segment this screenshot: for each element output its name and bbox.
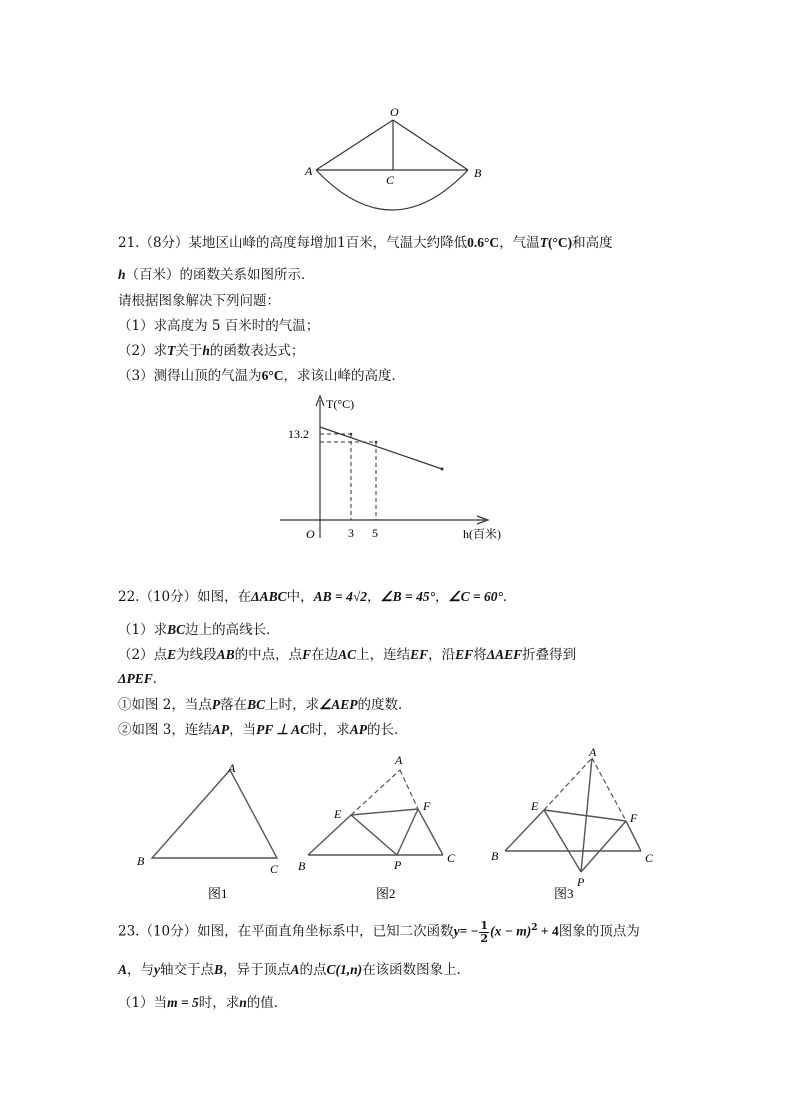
text: 的值． [246,995,288,1011]
text: 和高度 [572,235,613,251]
text: （1）当 [118,995,168,1011]
math: ∠B = 45° [380,589,435,604]
triangle-abc [152,770,277,858]
math: °C [268,368,284,383]
text: 中， [286,589,314,605]
text: 的度数． [357,697,412,713]
math: y [453,923,460,939]
q21-line1 [118,234,613,252]
text: 为线段 [176,647,217,663]
segment-fp [397,809,418,855]
math: y [154,962,161,977]
figure-1 [130,755,290,905]
fraction-denominator: 2 [480,931,489,945]
text: （2）点 [118,647,168,663]
q22-line1 [118,588,516,606]
math: h [118,267,126,282]
origin-label: O [306,527,315,541]
graph-temperature-height [270,390,510,550]
text: ，沿 [428,647,456,663]
text: 上，连结 [356,647,411,663]
q23-line2 [118,961,470,979]
math: 0.6 [467,235,485,250]
math: PF ⊥ AC [256,722,310,737]
text: （3）测得山顶的气温为 [118,368,262,384]
dashed-af [400,770,418,809]
fig2-label-p: P [394,858,402,872]
segment-ep [351,815,397,855]
segment-be [505,810,544,851]
math: + 4 [537,923,559,939]
end-point [441,468,444,471]
fraction [479,920,489,945]
math: AP [349,722,367,737]
segment-oa [316,120,393,170]
text: ②如图 3，连结 [118,722,212,738]
math: T [539,235,548,250]
fig1-label-c: C [270,862,279,876]
math: AB = 4√2 [313,589,368,604]
fig3-label-b: B [491,849,499,863]
text: 边上的高线长． [185,622,280,638]
text: 百米，气温大约降低 [345,235,468,251]
fig1-label-a: A [228,761,236,775]
text: （1）求 [118,622,168,638]
text: 23.（10分）如图，在平面直角坐标系中，已知二次函数 [118,923,454,940]
text: 在该函数图象上． [362,962,471,978]
text: 在边 [311,647,339,663]
dashed-af [592,758,626,821]
math: BC [247,697,266,712]
figure-3 [488,742,658,905]
math: B [214,962,224,977]
text: ． [502,589,517,605]
label-o: O [390,105,399,119]
math: = − [459,923,479,939]
math: T [167,343,176,358]
q21-sub1: （1）求高度为 5 百米时的气温； [118,318,320,334]
math: ΔABC [251,589,287,604]
fig2-label-e: E [334,807,342,821]
math: AC [338,647,357,662]
dashed-ea [544,758,592,810]
math: 6 [261,368,269,383]
text: ，异于顶点 [223,962,291,978]
math: F [302,647,312,662]
text: ， [434,589,449,605]
text: 1 [337,235,346,251]
figure-2 [290,748,470,905]
q22-sub2 [118,646,576,664]
math: (x − m) [490,923,532,939]
x-tick-5: 5 [372,526,378,540]
fig2-caption: 图2 [376,886,396,901]
segment-ep [544,810,581,872]
segment-fc [418,809,443,855]
text: 的长． [366,722,408,738]
q21-intro: 请根据图象解决下列问题： [118,293,280,309]
text: 轴交于点 [160,962,215,978]
math: °C [484,235,500,250]
segment-ef [351,809,418,815]
text: 22.（10分）如图，在 [118,589,252,605]
math: BC [167,622,186,637]
math: EF [410,647,429,662]
text: ，当 [229,722,257,738]
math: AP [211,722,230,737]
q22-case2 [118,721,407,739]
figure-sector-aob [300,100,500,220]
graph-line [320,427,442,469]
text: 将 [473,647,487,663]
segment-ob [393,120,468,170]
text: （百米）的函数关系如图所示． [125,267,315,283]
text: ，求该山峰的高度． [283,368,405,384]
math: ∠C = 60° [448,589,503,604]
text: 的中点，点 [234,647,303,663]
q22-sub1 [118,621,280,639]
label-a: A [305,164,313,178]
label-b: B [474,166,482,180]
math: A [118,962,128,977]
text: ， [367,589,381,605]
text: ，气温 [499,235,540,251]
q23-line1 [118,919,640,945]
math: C(1,n) [326,962,363,977]
math: E [167,647,177,662]
text: 落在 [220,697,248,713]
fig2-label-c: C [447,851,456,865]
text: ，与 [127,962,155,978]
math: m = 5 [167,995,199,1010]
text: 折叠得到 [522,647,577,663]
text: 的点 [299,962,327,978]
q21-sub3 [118,367,405,385]
text: 时，求 [198,995,240,1011]
text: 图象的顶点为 [558,923,640,940]
fig2-label-f: F [423,799,431,813]
fig1-label-b: B [137,854,145,868]
q22-sub2-cont [118,670,166,688]
math: ΔPEF [118,671,153,686]
fig1-caption: 图1 [208,886,228,901]
segment-fp [581,821,626,872]
text: （2）求 [118,343,168,359]
fig3-caption: 图3 [554,886,574,901]
fig2-label-b: B [298,859,306,873]
x-axis-label: h(百米) [463,527,501,541]
text: 关于 [175,343,203,359]
fig3-label-c: C [645,851,654,865]
q21-line2 [118,266,315,284]
math: A [290,962,300,977]
segment-be [308,815,351,855]
text: 时，求 [309,722,350,738]
fraction-numerator: 1 [480,918,489,932]
math: AB [216,647,235,662]
q23-sub1 [118,994,287,1012]
q21-sub2 [118,342,304,360]
segment-fc [626,821,641,851]
math: ∠AEP [319,697,358,712]
math: (°C) [547,235,573,250]
text: 上时，求 [265,697,320,713]
fig3-label-f: F [630,811,638,825]
fig3-label-a: A [589,745,597,759]
segment-ef [544,810,626,821]
x-tick-3: 3 [348,526,354,540]
text: 的函数表达式； [209,343,305,359]
math: h [202,343,210,358]
text: ①如图 2，当点 [118,697,212,713]
dashed-ea [351,770,400,815]
fig2-label-a: A [395,753,403,767]
fig3-label-e: E [531,799,539,813]
text: ． [152,671,167,687]
fig3-label-p: P [577,875,585,889]
math: ΔAEF [486,647,523,662]
label-c: C [386,173,395,187]
math: 2 [531,923,538,933]
y-value-label: 13.2 [288,427,309,441]
math: n [239,995,247,1010]
q22-case1 [118,696,412,714]
y-axis-label: T(°C) [326,397,355,411]
math: EF [455,647,474,662]
text: 21.（8分）某地区山峰的高度每增加 [118,235,338,251]
math: P [211,697,221,712]
